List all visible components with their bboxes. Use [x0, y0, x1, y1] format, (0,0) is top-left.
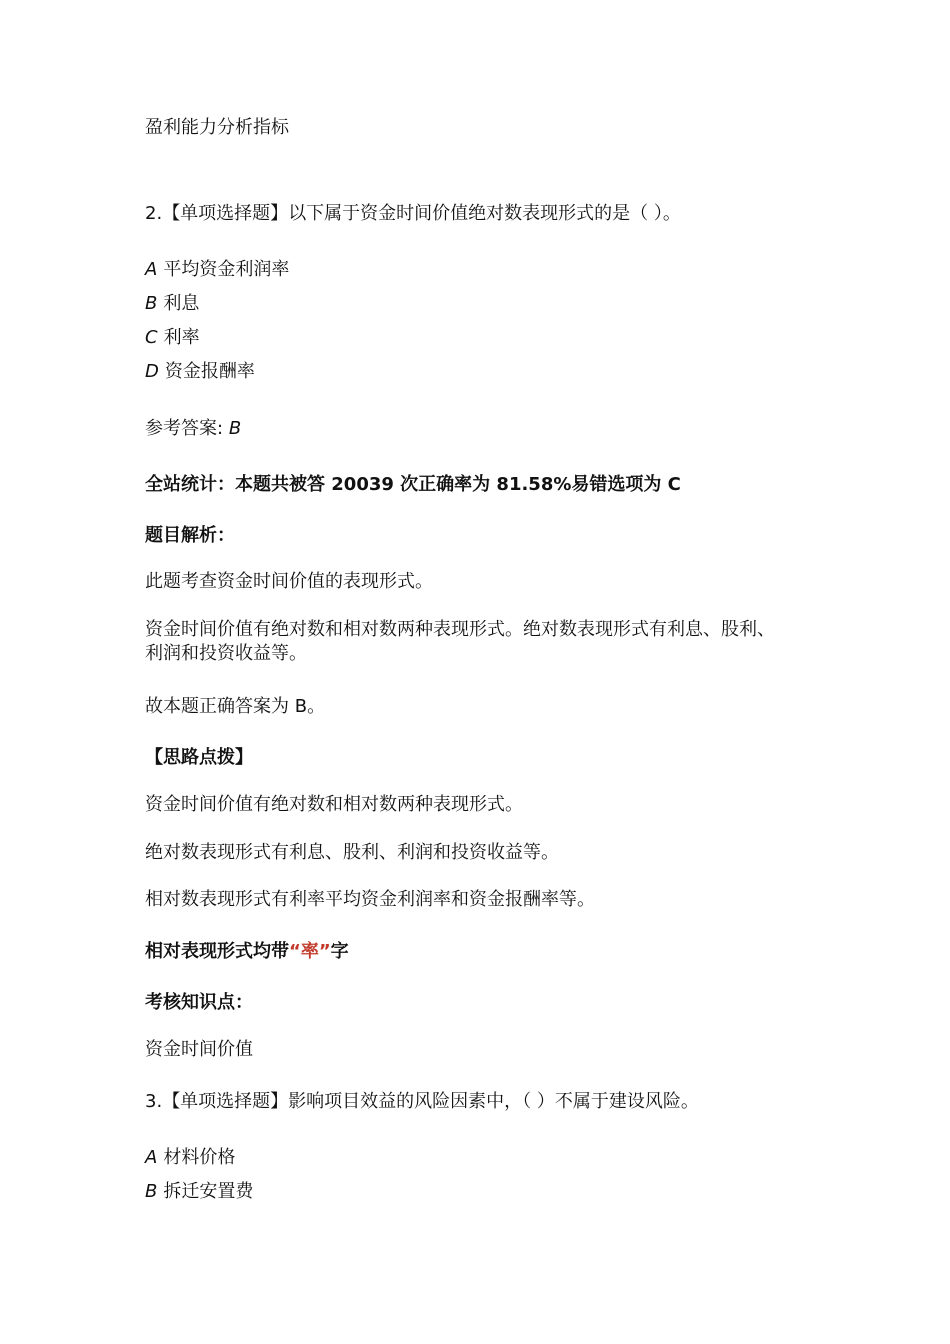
option-letter: B	[145, 1181, 158, 1202]
question-type: 【单项选择题】	[162, 203, 289, 224]
option-text: 资金报酬率	[164, 361, 255, 382]
knowledge-title: 考核知识点：	[145, 992, 253, 1013]
site-statistics: 全站统计：本题共被答 20039 次正确率为 81.58%易错选项为 C	[145, 474, 681, 495]
option-a	[145, 1147, 235, 1169]
option-text: 拆迁安置费	[163, 1181, 254, 1202]
analysis-paragraph: 故本题正确答案为 B。	[145, 696, 326, 717]
option-letter: D	[145, 361, 159, 382]
option-text: 利息	[163, 293, 200, 314]
answer-value: B	[228, 418, 242, 439]
tips-highlight-pre: 相对表现形式均带	[145, 941, 289, 962]
analysis-paragraph: 此题考查资金时间价值的表现形式。	[145, 571, 433, 592]
reference-answer	[145, 418, 247, 440]
tips-paragraph: 绝对数表现形式有利息、股利、利润和投资收益等。	[145, 842, 559, 863]
tips-title: 【思路点拨】	[145, 747, 253, 768]
tips-highlight	[145, 941, 349, 963]
option-text: 利率	[163, 327, 200, 348]
option-b	[145, 293, 199, 315]
question-number: 2.	[145, 203, 163, 224]
question-2-stem	[145, 203, 681, 225]
tips-paragraph: 资金时间价值有绝对数和相对数两种表现形式。	[145, 794, 523, 815]
option-letter: A	[145, 259, 158, 280]
option-letter: A	[145, 1147, 158, 1168]
analysis-paragraph: 资金时间价值有绝对数和相对数两种表现形式。绝对数表现形式有利息、股利、利润和投资收益等。	[145, 619, 775, 664]
question-text: 以下属于资金时间价值绝对数表现形式的是（ ）。	[288, 203, 681, 224]
answer-label: 参考答案:	[145, 418, 224, 439]
option-a	[145, 259, 289, 281]
prev-knowledge-point: 盈利能力分析指标	[145, 117, 289, 138]
option-text: 平均资金利润率	[163, 259, 290, 280]
tips-highlight-post: 字	[330, 941, 349, 962]
option-c	[145, 327, 200, 349]
question-type: 【单项选择题】	[162, 1091, 289, 1112]
option-letter: B	[145, 293, 158, 314]
tips-highlight-keyword: “率”	[289, 941, 331, 962]
option-b	[145, 1181, 253, 1203]
option-d	[145, 361, 255, 383]
question-number: 3.	[145, 1091, 163, 1112]
question-text: 影响项目效益的风险因素中，（ ）不属于建设风险。	[288, 1091, 699, 1112]
option-letter: C	[145, 327, 158, 348]
analysis-title: 题目解析：	[145, 525, 235, 546]
tips-paragraph: 相对数表现形式有利率平均资金利润率和资金报酬率等。	[145, 889, 595, 910]
knowledge-point: 资金时间价值	[145, 1039, 253, 1060]
option-text: 材料价格	[163, 1147, 236, 1168]
question-3-stem	[145, 1091, 699, 1113]
